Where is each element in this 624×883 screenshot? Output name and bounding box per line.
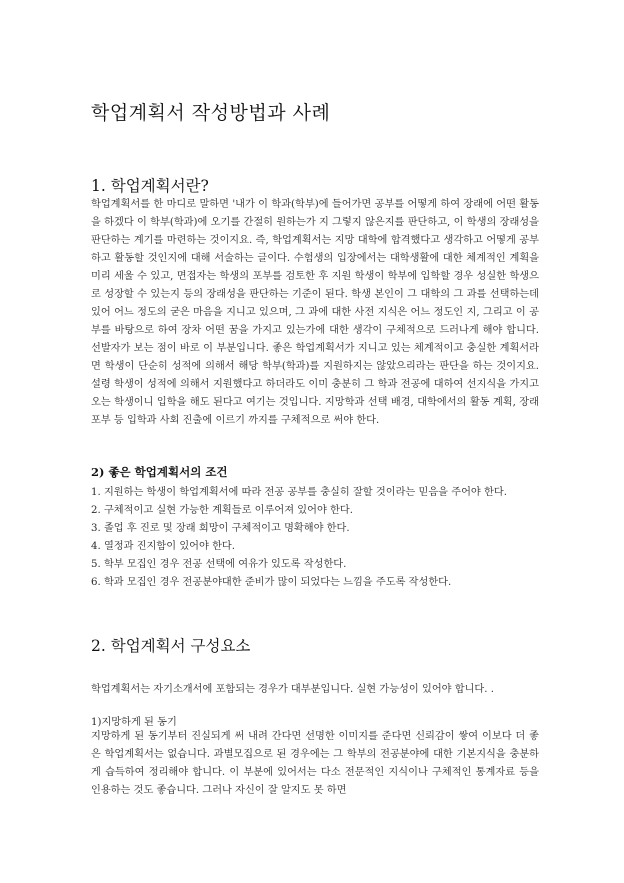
- conditions-list: [91, 484, 541, 592]
- section-2-intro: 학업계획서는 자기소개서에 포함되는 경우가 대부분입니다. 실현 가능성이 있어야 합니다. .: [91, 684, 494, 695]
- motivation-body: 지망하게 된 동기부터 진실되게 써 내려 간다면 선명한 이미지를 준다면 신뢰감이 쌓여 이보다 더 좋은 학업계획서는 없습니다. 과별모집으로 된 경우에는 그 학부의 전공분야에 대한 기본지식을 충분하게 습득하여 정리해야 합니다. 이 부분에 있어서는 다소 전문적인 지식이나 구체적인 통계자료 등을 인용하는 것도 좋습니다. 그러나 자신이 잘 알지도 못 하면: [91, 731, 539, 796]
- motivation-subheading: 1)지망하게 된 동기: [91, 717, 177, 728]
- section-1-2-heading: 2) 좋은 학업계획서의 조건: [91, 465, 228, 479]
- list-item: 3. 졸업 후 진로 및 장래 희망이 구체적이고 명확해야 한다.: [91, 523, 350, 534]
- list-item: 4. 열정과 진지함이 있어야 한다.: [91, 541, 236, 552]
- document-title: 학업계획서 작성방법과 사례: [91, 102, 331, 124]
- list-item: 1. 지원하는 학생이 학업계획서에 따라 전공 공부를 충실히 잘할 것이라는 믿음을 주어야 한다.: [91, 487, 507, 498]
- section-2-heading: 2. 학업계획서 구성요소: [91, 637, 251, 655]
- list-item: 6. 학과 모집인 경우 전공분야대한 준비가 많이 되었다는 느낌을 주도록 작성한다.: [91, 577, 452, 588]
- list-item: 2. 구체적이고 실현 가능한 계획들로 이루어져 있어야 한다.: [91, 505, 353, 516]
- list-item: 5. 학부 모집인 경우 전공 선택에 여유가 있도록 작성한다.: [91, 559, 347, 570]
- section-1-heading: 1. 학업계획서란?: [91, 177, 209, 195]
- section-1-body: 학업계획서를 한 마디로 말하면 '내가 이 학과(학부)에 들어가면 공부를 어떻게 하여 장래에 어떤 활동을 하겠다 이 학부(학과)에 오기를 간절히 원하는가 지 그렇지 않은지를 판단하고, 이 학생의 장래성을 판단하는 계기를 마련하는 것이지요. 즉, 학업계획서는 지망 대학에 합격했다고 생각하고 어떻게 공부하고 활동할 것인지에 대해 서술하는 글이다. 수험생의 입장에서는 대학생활에 대한 체계적인 계획을 미리 세울 수 있고, 면접자는 학생의 포부를 검토한 후 지원 학생이 학부에 입학할 경우 성실한 학생으로 성장할 수 있는지 등의 장래성을 판단하는 기준이 된다. 학생 본인이 그 대학의 그 과를 선택하는데 있어 어느 정도의 굳은 마음을 지니고 있으며, 그 과에 대한 사전 지식은 어느 정도인 지, 그리고 이 공부를 바탕으로 하여 장차 어떤 꿈을 가지고 있는가에 대한 생각이 구체적으로 드러나게 해야 합니다. 선발자가 보는 점이 바로 이 부분입니다. 좋은 학업계획서가 지니고 있는 체계적이고 충실한 계획서라면 학생이 단순히 성적에 의해서 해당 학부(학과)를 지원하지는 않았으리라는 판단을 하는 것이지요. 설령 학생이 성적에 의해서 지원했다고 하더라도 이미 충분히 그 학과 전공에 대하여 선지식을 가지고 오는 학생이니 입학을 해도 된다고 여기는 것입니다. 지망학과 선택 배경, 대학에서의 활동 계획, 장래포부 등 입학과 사회 진출에 이르기 까지를 구체적으로 써야 한다.: [91, 199, 539, 426]
